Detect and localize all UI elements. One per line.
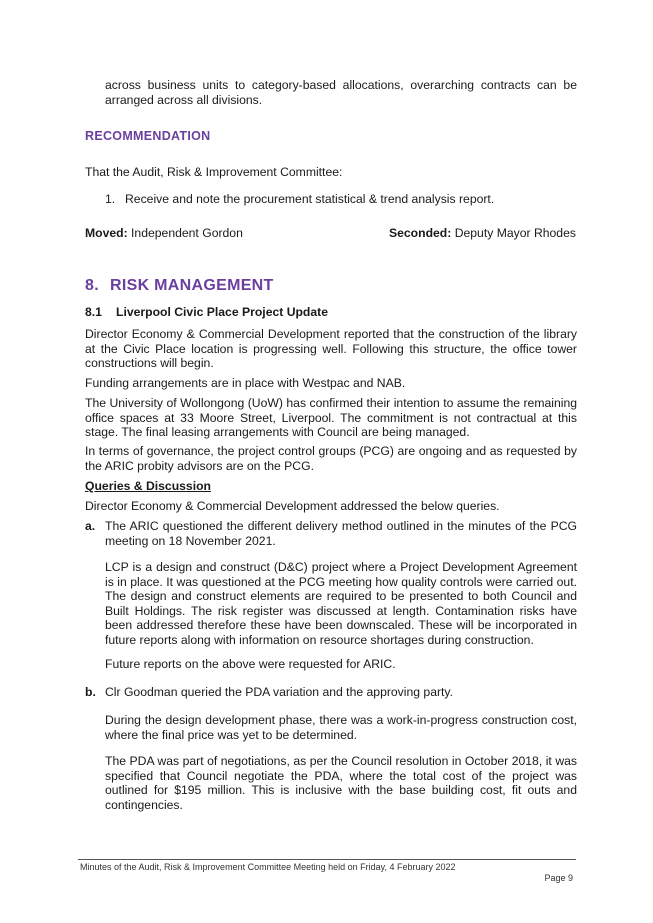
section-heading xyxy=(85,277,274,295)
query-answer: LCP is a design and construct (D&C) project where a Project Development Agreement is in place. It was questioned at the PCG meeting how quality controls were carried out. The design and construct elements are required to be presented to both Council and Built Holdings. The risk register was discussed at length. Contamination risks have been addressed therefore these have been downscaled. These will be incorporated in future reports along with information on resource shortages during construction. xyxy=(105,560,577,647)
body-paragraph: In terms of governance, the project control groups (PCG) are ongoing and as requested by the ARIC probity advisors are on the PCG. xyxy=(85,444,577,473)
section-title: RISK MANAGEMENT xyxy=(110,277,274,294)
footer-text: Minutes of the Audit, Risk & Improvement Committee Meeting held on Friday, 4 February 2022 xyxy=(80,862,456,872)
subsection-title: Liverpool Civic Place Project Update xyxy=(116,305,328,319)
page-number: Page 9 xyxy=(544,873,573,883)
body-paragraph: Funding arrangements are in place with Westpac and NAB. xyxy=(85,376,406,390)
seconded-value: Deputy Mayor Rhodes xyxy=(454,226,576,240)
query-letter: b. xyxy=(85,685,96,699)
section-number: 8. xyxy=(85,277,99,294)
query-answer: Future reports on the above were requested for ARIC. xyxy=(105,657,396,671)
body-paragraph: The University of Wollongong (UoW) has confirmed their intention to assume the remaining office spaces at 33 Moore Street, Liverpool. The commitment is not contractual at this stage. The final leasing arrangements with Council are being managed. xyxy=(85,396,577,440)
subsection-number: 8.1 xyxy=(85,305,102,319)
intro-paragraph: across business units to category-based allocations, overarching contracts can be arranged across all divisions. xyxy=(105,78,577,107)
queries-heading: Queries & Discussion xyxy=(85,479,211,493)
moved-value: Independent Gordon xyxy=(131,226,243,240)
moved-line xyxy=(85,226,243,241)
seconded-line xyxy=(389,226,576,241)
recommendation-lead: That the Audit, Risk & Improvement Committee: xyxy=(85,165,343,179)
subsection-heading xyxy=(85,305,328,319)
query-question: Clr Goodman queried the PDA variation and the approving party. xyxy=(105,685,453,699)
query-letter: a. xyxy=(85,519,96,533)
recommendation-heading: RECOMMENDATION xyxy=(85,129,211,143)
query-question: The ARIC questioned the different delivery method outlined in the minutes of the PCG meeting on 18 November 2021. xyxy=(105,519,577,548)
footer-divider xyxy=(78,859,576,860)
moved-label: Moved: xyxy=(85,226,128,240)
recommendation-item-text: Receive and note the procurement statistical & trend analysis report. xyxy=(125,192,495,206)
recommendation-item-number: 1. xyxy=(105,192,116,206)
seconded-label: Seconded: xyxy=(389,226,452,240)
query-answer: The PDA was part of negotiations, as per the Council resolution in October 2018, it was specified that Council negotiate the PDA, where the total cost of the project was outlined for $195 million. This is inclusive with the base building cost, fit outs and contingencies. xyxy=(105,754,577,812)
queries-intro: Director Economy & Commercial Development addressed the below queries. xyxy=(85,499,500,513)
body-paragraph: Director Economy & Commercial Development reported that the construction of the library at the Civic Place location is progressing well. Following this structure, the office tower constructions will begin. xyxy=(85,327,577,371)
query-answer: During the design development phase, there was a work-in-progress construction cost, where the final price was yet to be determined. xyxy=(105,713,577,742)
